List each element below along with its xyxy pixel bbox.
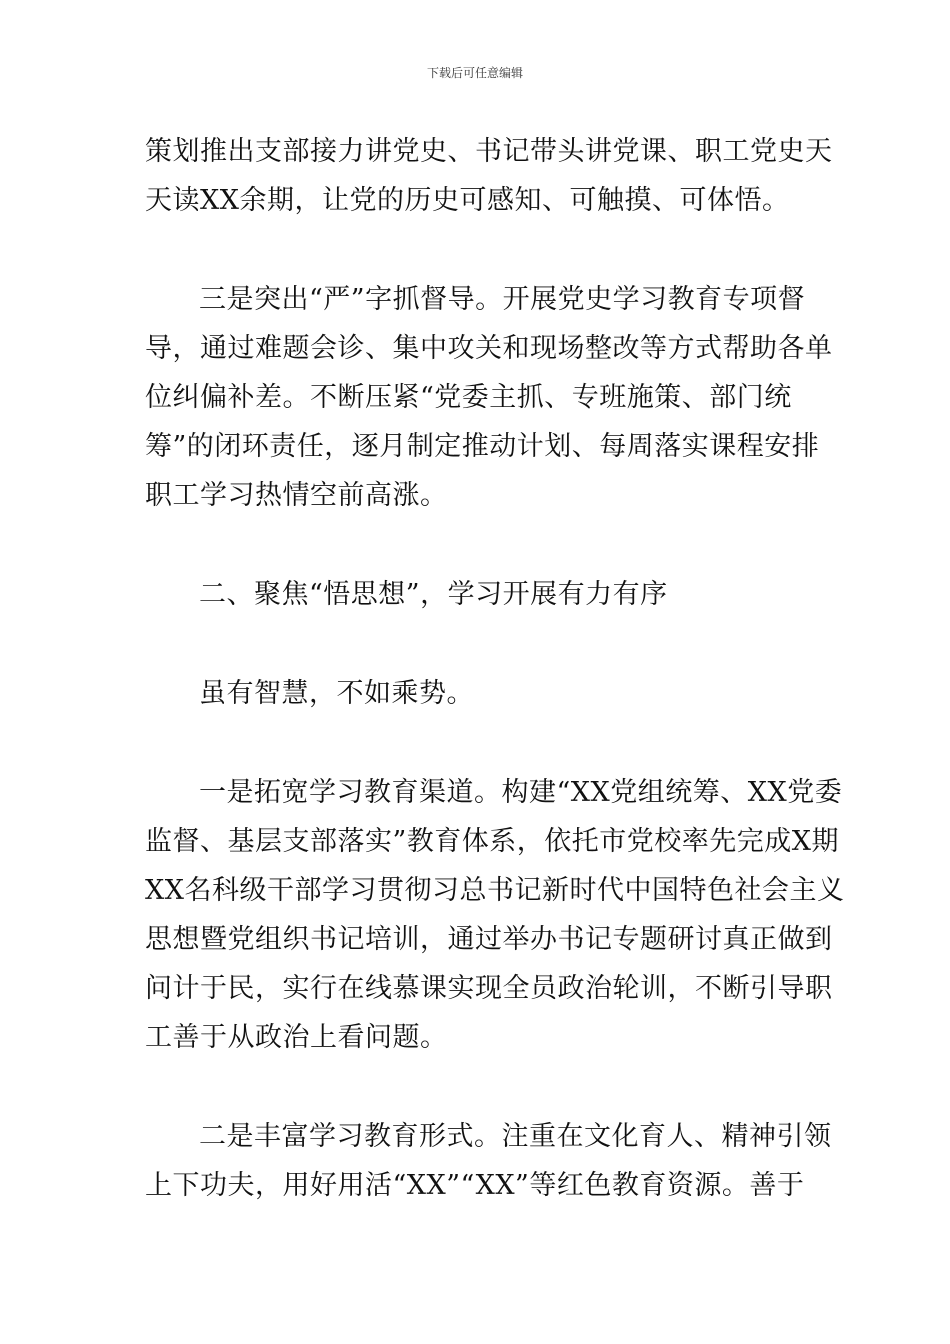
text-line: 三是突出“严”字抓督导。开展党史学习教育专项督 [199, 284, 806, 315]
text-line: 位纠偏补差。不断压紧“党委主抓、专班施策、部门统 [145, 382, 792, 413]
document-body [145, 127, 845, 1210]
text-line: XX名科级干部学习贯彻习总书记新时代中国特色社会主义 [145, 875, 845, 906]
paragraph-gap [145, 520, 807, 570]
paragraph-4 [145, 768, 845, 1062]
text-line: 二、聚焦“悟思想”，学习开展有力有序 [199, 579, 668, 610]
text-line: 筹”的闭环责任，逐月制定推动计划、每周落实课程安排 [145, 431, 820, 462]
text-line: 监督、基层支部落实”教育体系，依托市党校率先完成X期 [145, 826, 840, 857]
page-header: 下载后可任意编辑 [426, 66, 523, 80]
text-line: 策划推出支部接力讲党史、书记带头讲党课、职工党史天 [145, 136, 833, 167]
text-line: 思想暨党组织书记培训，通过举办书记专题研讨真正做到 [145, 924, 833, 955]
text-line: 工善于从政治上看问题。 [145, 1022, 448, 1053]
section-heading [145, 570, 807, 619]
text-line: 问计于民，实行在线慕课实现全员政治轮训，不断引导职 [145, 973, 833, 1004]
paragraph-gap [145, 718, 807, 768]
text-line: 导，通过难题会诊、集中攻关和现场整改等方式帮助各单 [145, 333, 833, 364]
paragraph-gap [145, 1062, 807, 1112]
paragraph-gap [145, 619, 807, 669]
paragraph-3 [145, 669, 807, 718]
text-line: 一是拓宽学习教育渠道。构建“XX党组统筹、XX党委 [199, 777, 843, 808]
text-line: 二是丰富学习教育形式。注重在文化育人、精神引领 [199, 1121, 832, 1152]
text-line: 天读XX余期，让党的历史可感知、可触摸、可体悟。 [145, 185, 790, 216]
paragraph-1 [145, 127, 833, 225]
text-line: 职工学习热情空前高涨。 [145, 480, 448, 511]
paragraph-5 [145, 1112, 832, 1210]
paragraph-gap [145, 225, 807, 275]
text-line: 虽有智慧，不如乘势。 [199, 678, 474, 709]
paragraph-2 [145, 275, 833, 520]
text-line: 上下功夫，用好用活“XX”“XX”等红色教育资源。善于 [145, 1170, 805, 1201]
